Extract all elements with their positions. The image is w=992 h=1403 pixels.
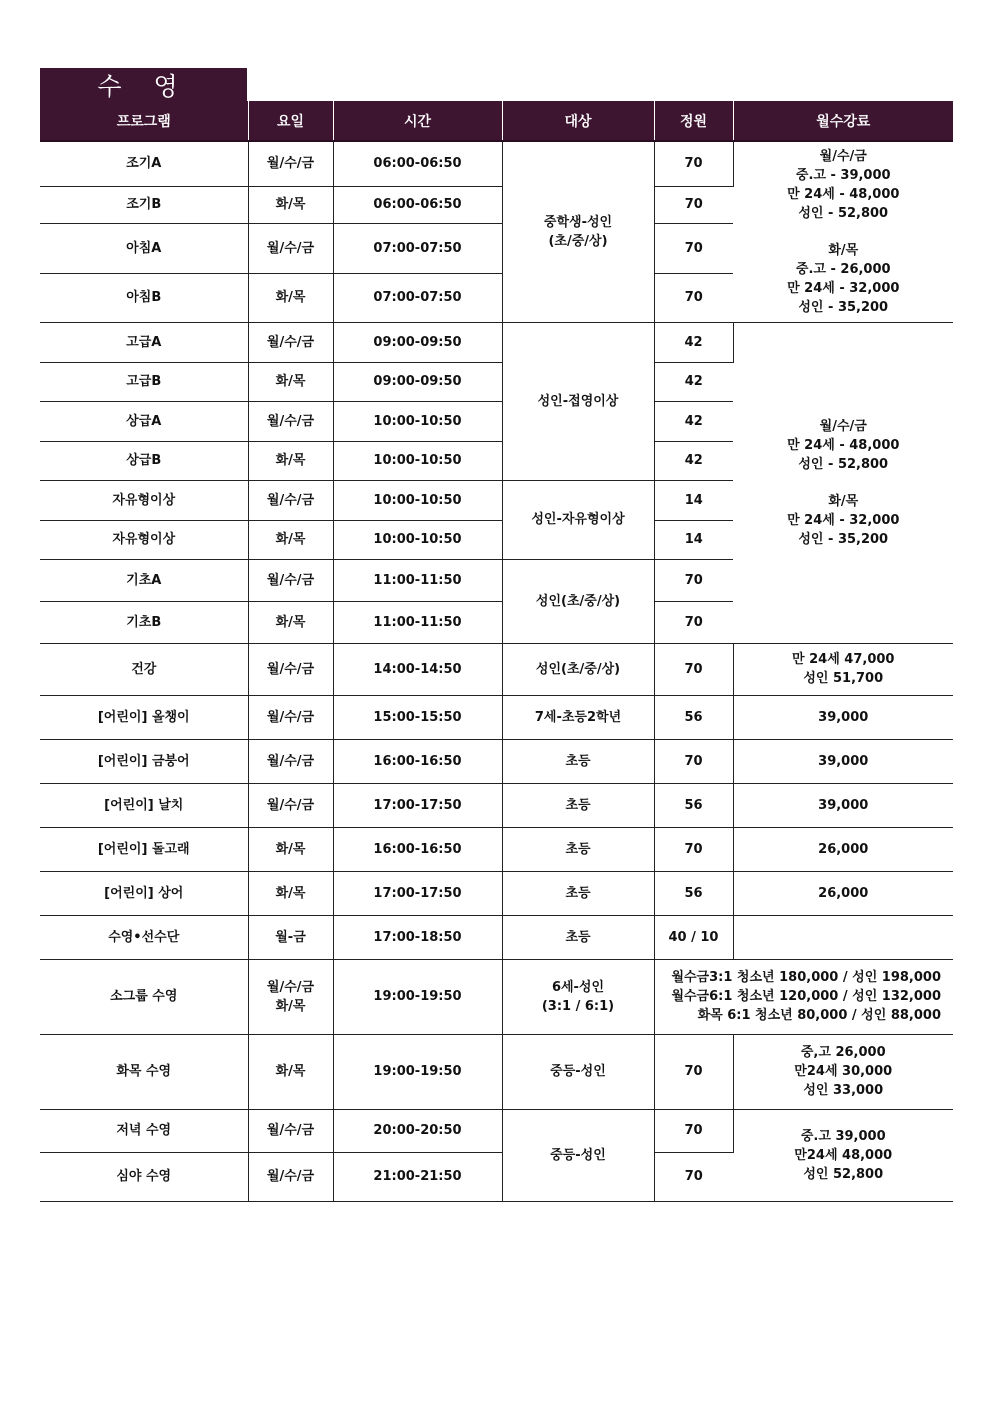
- time-cell: 19:00-19:50: [333, 1034, 502, 1109]
- day-cell: 화/목: [248, 601, 333, 643]
- time-cell: 09:00-09:50: [333, 362, 502, 401]
- target-cell: 초등: [502, 827, 654, 871]
- header-row: [40, 101, 953, 141]
- time-cell: 17:00-17:50: [333, 783, 502, 827]
- table-row: [40, 871, 953, 915]
- target-cell: 초등: [502, 871, 654, 915]
- target-cell: 7세-초등2학년: [502, 695, 654, 739]
- program-cell: 기초B: [40, 601, 248, 643]
- capacity-cell: 70: [654, 1034, 733, 1109]
- section-title: 수 영: [40, 68, 247, 101]
- fee-cell: 26,000: [733, 827, 953, 871]
- day-cell: 월/수/금: [248, 783, 333, 827]
- program-cell: 저녁 수영: [40, 1109, 248, 1152]
- capacity-cell: 56: [654, 871, 733, 915]
- day-cell: 월/수/금: [248, 401, 333, 441]
- fee-cell: 39,000: [733, 739, 953, 783]
- fee-cell: 중,고 26,000 만24세 30,000 성인 33,000: [733, 1034, 953, 1109]
- table-row: [40, 1109, 953, 1152]
- program-cell: 건강: [40, 643, 248, 695]
- table-row: [40, 141, 953, 186]
- target-cell: 성인-접영이상: [502, 322, 654, 480]
- time-cell: 07:00-07:50: [333, 273, 502, 322]
- day-cell: 월/수/금 화/목: [248, 959, 333, 1034]
- day-cell: 월/수/금: [248, 643, 333, 695]
- program-cell: 기초A: [40, 559, 248, 601]
- program-cell: [어린이] 상어: [40, 871, 248, 915]
- target-cell: 성인-자유형이상: [502, 480, 654, 559]
- fee-cell: [733, 915, 953, 959]
- program-cell: 화목 수영: [40, 1034, 248, 1109]
- time-cell: 06:00-06:50: [333, 141, 502, 186]
- table-row: [40, 1034, 953, 1109]
- day-cell: 화/목: [248, 520, 333, 559]
- fee-cell: 월수금3:1 청소년 180,000 / 성인 198,000 월수금6:1 청소년 120,000 / 성인 132,000 화목 6:1 청소년 80,000 / 성인 88,000: [654, 959, 953, 1034]
- program-cell: 자유형이상: [40, 520, 248, 559]
- capacity-cell: 70: [654, 739, 733, 783]
- target-cell: 성인(초/중/상): [502, 643, 654, 695]
- fee-cell: 월/수/금 중.고 - 39,000 만 24세 - 48,000 성인 - 52,800 화/목 중.고 - 26,000 만 24세 - 32,000 성인 - 35,200: [733, 141, 953, 322]
- capacity-cell: 56: [654, 695, 733, 739]
- time-cell: 16:00-16:50: [333, 827, 502, 871]
- day-cell: 월/수/금: [248, 739, 333, 783]
- fee-cell: 월/수/금 만 24세 - 48,000 성인 - 52,800 화/목 만 24세 - 32,000 성인 - 35,200: [733, 322, 953, 643]
- target-cell: 초등: [502, 783, 654, 827]
- capacity-cell: 42: [654, 322, 733, 362]
- target-cell: 중학생-성인 (초/중/상): [502, 141, 654, 322]
- time-cell: 14:00-14:50: [333, 643, 502, 695]
- program-cell: 고급B: [40, 362, 248, 401]
- capacity-cell: 14: [654, 480, 733, 520]
- header-capacity: 정원: [654, 101, 733, 141]
- header-day: 요일: [248, 101, 333, 141]
- header-fee: 월수강료: [733, 101, 953, 141]
- program-cell: 상급A: [40, 401, 248, 441]
- time-cell: 17:00-18:50: [333, 915, 502, 959]
- time-cell: 20:00-20:50: [333, 1109, 502, 1152]
- time-cell: 10:00-10:50: [333, 520, 502, 559]
- target-cell: 초등: [502, 915, 654, 959]
- table-row: [40, 783, 953, 827]
- header-target: 대상: [502, 101, 654, 141]
- fee-cell: 39,000: [733, 695, 953, 739]
- table-row: [40, 739, 953, 783]
- day-cell: 월/수/금: [248, 480, 333, 520]
- target-cell: 6세-성인 (3:1 / 6:1): [502, 959, 654, 1034]
- day-cell: 월/수/금: [248, 322, 333, 362]
- target-cell: 초등: [502, 739, 654, 783]
- time-cell: 07:00-07:50: [333, 223, 502, 273]
- table-row: [40, 322, 953, 362]
- time-cell: 10:00-10:50: [333, 401, 502, 441]
- table-row: [40, 827, 953, 871]
- capacity-cell: 70: [654, 559, 733, 601]
- capacity-cell: 56: [654, 783, 733, 827]
- capacity-cell: 70: [654, 141, 733, 186]
- day-cell: 화/목: [248, 871, 333, 915]
- capacity-cell: 70: [654, 643, 733, 695]
- day-cell: 월-금: [248, 915, 333, 959]
- time-cell: 11:00-11:50: [333, 559, 502, 601]
- program-cell: 상급B: [40, 441, 248, 480]
- time-cell: 06:00-06:50: [333, 186, 502, 223]
- time-cell: 10:00-10:50: [333, 441, 502, 480]
- fee-cell: 26,000: [733, 871, 953, 915]
- program-cell: 아침B: [40, 273, 248, 322]
- table-row: [40, 695, 953, 739]
- day-cell: 월/수/금: [248, 223, 333, 273]
- time-cell: 17:00-17:50: [333, 871, 502, 915]
- time-cell: 09:00-09:50: [333, 322, 502, 362]
- day-cell: 월/수/금: [248, 695, 333, 739]
- day-cell: 월/수/금: [248, 559, 333, 601]
- time-cell: 19:00-19:50: [333, 959, 502, 1034]
- swim-schedule-table: [40, 101, 953, 1202]
- target-cell: 성인(초/중/상): [502, 559, 654, 643]
- time-cell: 11:00-11:50: [333, 601, 502, 643]
- header-program: 프로그램: [40, 101, 248, 141]
- capacity-cell: 70: [654, 1152, 733, 1201]
- day-cell: 월/수/금: [248, 1152, 333, 1201]
- day-cell: 화/목: [248, 186, 333, 223]
- time-cell: 16:00-16:50: [333, 739, 502, 783]
- day-cell: 화/목: [248, 441, 333, 480]
- day-cell: 화/목: [248, 362, 333, 401]
- capacity-cell: 70: [654, 601, 733, 643]
- capacity-cell: 42: [654, 401, 733, 441]
- program-cell: 자유형이상: [40, 480, 248, 520]
- program-cell: 심야 수영: [40, 1152, 248, 1201]
- time-cell: 15:00-15:50: [333, 695, 502, 739]
- program-cell: 수영•선수단: [40, 915, 248, 959]
- capacity-cell: 14: [654, 520, 733, 559]
- day-cell: 화/목: [248, 1034, 333, 1109]
- fee-cell: 39,000: [733, 783, 953, 827]
- program-cell: 조기A: [40, 141, 248, 186]
- day-cell: 월/수/금: [248, 141, 333, 186]
- capacity-cell: 70: [654, 827, 733, 871]
- day-cell: 월/수/금: [248, 1109, 333, 1152]
- fee-cell: 만 24세 47,000 성인 51,700: [733, 643, 953, 695]
- capacity-cell: 70: [654, 223, 733, 273]
- table-row: [40, 959, 953, 1034]
- program-cell: 고급A: [40, 322, 248, 362]
- header-time: 시간: [333, 101, 502, 141]
- program-cell: [어린이] 올챙이: [40, 695, 248, 739]
- time-cell: 10:00-10:50: [333, 480, 502, 520]
- program-cell: [어린이] 돌고래: [40, 827, 248, 871]
- table-row: [40, 915, 953, 959]
- fee-cell: 중.고 39,000 만24세 48,000 성인 52,800: [733, 1109, 953, 1201]
- program-cell: 아침A: [40, 223, 248, 273]
- program-cell: [어린이] 날치: [40, 783, 248, 827]
- program-cell: 조기B: [40, 186, 248, 223]
- capacity-cell: 42: [654, 362, 733, 401]
- program-cell: [어린이] 금붕어: [40, 739, 248, 783]
- table-row: [40, 643, 953, 695]
- target-cell: 중등-성인: [502, 1034, 654, 1109]
- day-cell: 화/목: [248, 273, 333, 322]
- capacity-cell: 70: [654, 273, 733, 322]
- time-cell: 21:00-21:50: [333, 1152, 502, 1201]
- day-cell: 화/목: [248, 827, 333, 871]
- target-cell: 중등-성인: [502, 1109, 654, 1201]
- capacity-cell: 70: [654, 186, 733, 223]
- capacity-cell: 42: [654, 441, 733, 480]
- capacity-cell: 40 / 10: [654, 915, 733, 959]
- capacity-cell: 70: [654, 1109, 733, 1152]
- program-cell: 소그룹 수영: [40, 959, 248, 1034]
